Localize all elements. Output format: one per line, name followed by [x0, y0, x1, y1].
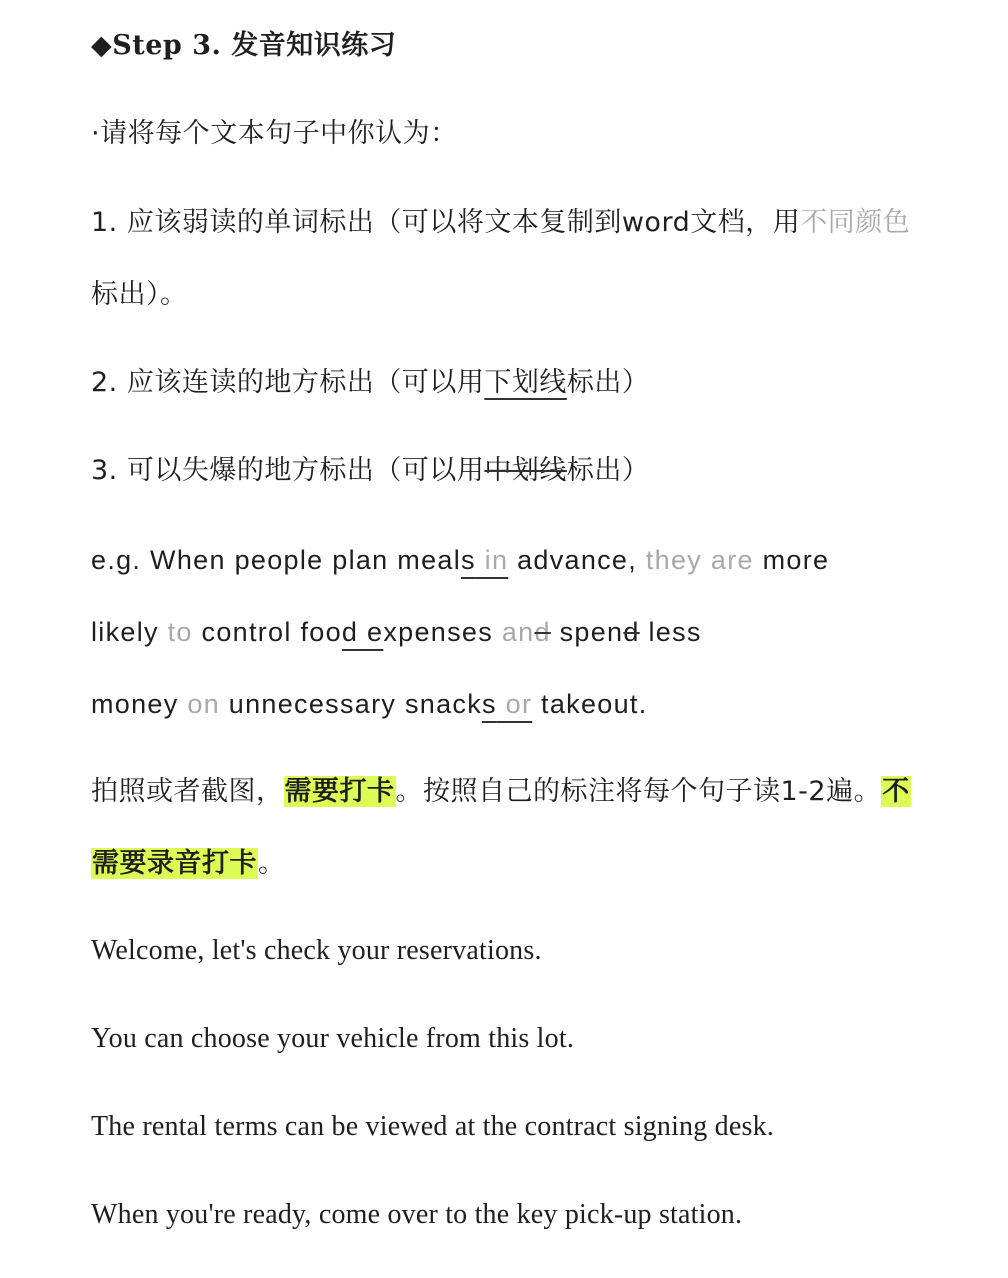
item-3-strikethrough-text: 中划线	[484, 455, 567, 486]
example-line-2	[91, 614, 702, 650]
instruction-line-1	[91, 774, 911, 810]
linking-mark: s	[461, 545, 476, 575]
example-text: control foo	[192, 617, 342, 647]
example-text: more	[753, 545, 830, 575]
practice-sentence-2: You can choose your vehicle from this lot.	[91, 1023, 575, 1054]
instruction-text: 。	[258, 848, 286, 879]
incomplete-plosion-mark: d	[534, 617, 551, 647]
example-text: unnecessary snack	[219, 689, 483, 719]
highlight-not-required: 不	[882, 776, 910, 807]
linking-mark: d e	[341, 617, 384, 647]
highlight-required: 需要打卡	[284, 776, 395, 807]
example-text: less	[639, 617, 702, 647]
example-text: takeout.	[532, 689, 648, 719]
example-text: e.g. When people plan meal	[91, 545, 462, 575]
linking-mark: s	[482, 689, 497, 719]
weak-word: to	[158, 617, 193, 647]
instruction-line-2	[91, 846, 286, 882]
item-3-tail: 标出）	[566, 455, 650, 486]
example-text: spen	[550, 617, 624, 647]
example-text: likely	[91, 617, 159, 647]
intro-text: ·请将每个文本句子中你认为：	[91, 118, 458, 149]
practice-sentence-1: Welcome, let's check your reservations.	[91, 935, 542, 966]
item-3-text: 3. 可以失爆的地方标出（可以用	[91, 455, 485, 486]
item-1-text: 1. 应该弱读的单词标出（可以将文本复制到word文档，用	[91, 207, 801, 238]
instruction-text: 拍照或者截图，	[91, 776, 284, 807]
weak-word: an	[493, 617, 535, 647]
example-line-1	[91, 542, 829, 578]
weak-linking-word: in	[475, 545, 509, 575]
item-1-colored-text: 不同颜色	[800, 207, 911, 238]
item-1	[91, 205, 910, 241]
section-title: ◆Step 3. 发音知识练习	[91, 30, 397, 61]
item-3	[91, 453, 649, 489]
incomplete-plosion-mark: d	[623, 617, 640, 647]
item-2-tail: 标出）	[566, 367, 650, 398]
item-2-text: 2. 应该连读的地方标出（可以用	[91, 367, 485, 398]
practice-sentence-4: When you're ready, come over to the key pick-up station.	[91, 1199, 743, 1230]
example-text: money	[91, 689, 179, 719]
highlight-not-required: 需要录音打卡	[92, 848, 257, 879]
example-line-3	[91, 686, 648, 722]
weak-word: on	[178, 689, 220, 719]
example-text: advance,	[508, 545, 638, 575]
practice-sentence-3: The rental terms can be viewed at the contract signing desk.	[91, 1111, 774, 1142]
instruction-text: 。按照自己的标注将每个句子读1-2遍。	[395, 776, 882, 807]
item-1-continued: 标出）。	[91, 279, 188, 310]
example-text: xpenses	[383, 617, 494, 647]
weak-word: they are	[637, 545, 754, 575]
item-2	[91, 365, 649, 401]
weak-linking-word: or	[496, 689, 533, 719]
item-2-underlined-text: 下划线	[484, 367, 567, 398]
